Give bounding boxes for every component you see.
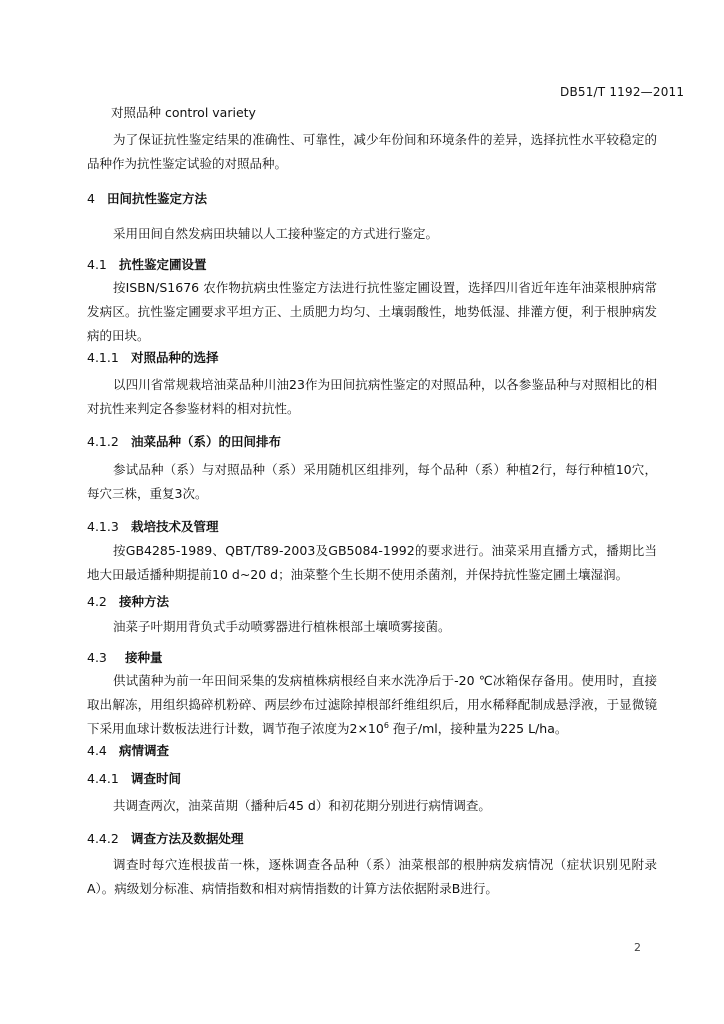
term-title: 对照品种 control variety <box>111 105 256 120</box>
section-title: 调查时间 <box>131 771 182 786</box>
term-definition: 为了保证抗性鉴定结果的准确性、可靠性，减少年份间和环境条件的差异，选择抗性水平较稳定的品种作为抗性鉴定试验的对照品种。 <box>87 132 657 171</box>
section-text-4-4-2: 调查时每穴连根拔苗一株，逐株调查各品种（系）油菜根部的根肿病发病情况（症状识别见附录A）。病级划分标准、病情指数和相对病情指数的计算方法依据附录B进行。 <box>87 857 657 896</box>
section-number: 4.3 <box>87 650 107 665</box>
section-title: 接种量 <box>125 650 163 665</box>
page-number: 2 <box>634 941 641 954</box>
section-text-4-4-1: 共调查两次，油菜苗期（播种后45 d）和初花期分别进行病情调查。 <box>113 798 491 813</box>
text-part: 孢子/ml，接种量为225 L/ha。 <box>388 721 568 736</box>
section-title: 病情调查 <box>119 743 170 758</box>
section-number: 4.2 <box>87 594 107 609</box>
standard-code-header: DB51/T 1192—2011 <box>560 85 685 99</box>
section-text-4-1-3: 按GB4285-1989、QBT/T89-2003及GB5084-1992的要求进行。油菜采用直播方式，播期比当地大田最适播种期提前10 d~20 d；油菜整个生长期不使用杀菌剂，并保持抗性鉴定圃土壤湿润。 <box>87 543 657 582</box>
text-part: 供试菌种为前一年田间采集的发病植株病根经自来水洗净后于-20 ℃冰箱保存备用。使用时，直接取出解冻，用组织捣碎机粉碎、两层纱布过滤除掉根部纤维组织后，用水稀释配制成悬浮液，于显微镜下采用血球计数板法进行计数，调节孢子浓度为2×10 <box>87 673 657 736</box>
section-heading-4-4 <box>87 741 169 759</box>
section-number: 4.1 <box>87 257 107 272</box>
section-text-4-1-2: 参试品种（系）与对照品种（系）采用随机区组排列，每个品种（系）种植2行，每行种植10穴，每穴三株，重复3次。 <box>87 462 657 501</box>
section-title: 田间抗性鉴定方法 <box>107 191 208 206</box>
section-number: 4.1.1 <box>87 350 119 365</box>
section-number: 4.4.2 <box>87 831 119 846</box>
section-text-4-1-1: 以四川省常规栽培油菜品种川油23作为田间抗病性鉴定的对照品种，以各参鉴品种与对照相比的相对抗性来判定各参鉴材料的相对抗性。 <box>87 377 657 416</box>
section-number: 4.4 <box>87 743 107 758</box>
section-heading-4-4-2 <box>87 829 244 847</box>
section-heading-4-1 <box>87 255 207 273</box>
section-heading-4-1-2 <box>87 432 281 450</box>
section-heading-4-3 <box>87 648 163 666</box>
section-number: 4.4.1 <box>87 771 119 786</box>
section-number: 4.1.2 <box>87 434 119 449</box>
section-heading-4 <box>87 189 207 207</box>
section-number: 4 <box>87 191 95 206</box>
section-text-4-3 <box>87 669 657 741</box>
section-text-4-2: 油菜子叶期用背负式手动喷雾器进行植株根部土壤喷雾接菌。 <box>113 619 451 634</box>
section-text-4-1: 按ISBN/S1676 农作物抗病虫性鉴定方法进行抗性鉴定圃设置，选择四川省近年连年油菜根肿病常发病区。抗性鉴定圃要求平坦方正、土质肥力均匀、土壤弱酸性，地势低湿、排灌方便，利于根肿病发病的田块。 <box>87 280 657 343</box>
section-heading-4-1-1 <box>87 348 219 366</box>
section-number: 4.1.3 <box>87 519 119 534</box>
section-title: 栽培技术及管理 <box>131 519 219 534</box>
section-text-4: 采用田间自然发病田块辅以人工接种鉴定的方式进行鉴定。 <box>113 226 439 241</box>
section-heading-4-4-1 <box>87 769 181 787</box>
section-title: 调查方法及数据处理 <box>131 831 244 846</box>
section-title: 抗性鉴定圃设置 <box>119 257 207 272</box>
section-title: 油菜品种（系）的田间排布 <box>131 434 282 449</box>
section-heading-4-1-3 <box>87 517 219 535</box>
section-title: 对照品种的选择 <box>131 350 219 365</box>
section-title: 接种方法 <box>119 594 170 609</box>
section-heading-4-2 <box>87 592 169 610</box>
superscript-exponent: 6 <box>383 720 389 730</box>
